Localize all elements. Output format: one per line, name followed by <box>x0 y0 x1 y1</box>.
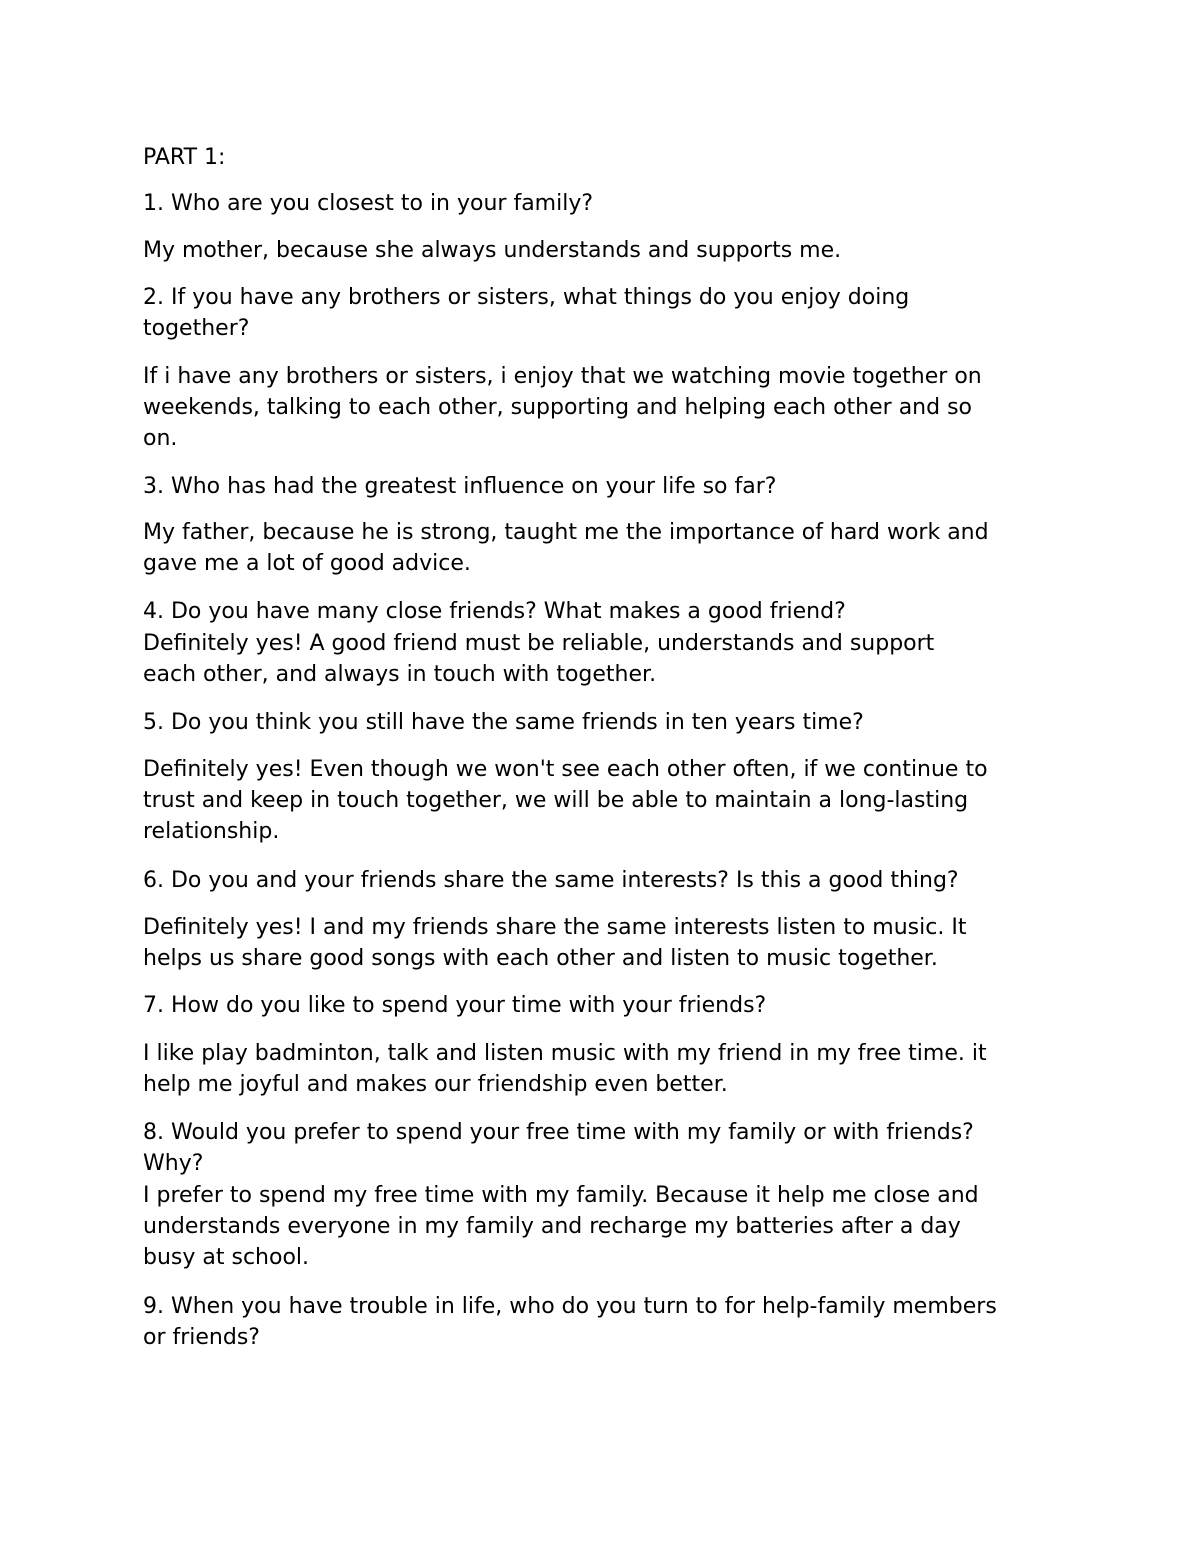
question-5: 5. Do you think you still have the same friends in ten years time? <box>143 710 864 735</box>
question-2: 2. If you have any brothers or sisters, what things do you enjoy doing together? <box>143 285 910 341</box>
question-3: 3. Who has had the greatest influence on your life so far? <box>143 474 777 499</box>
answer-7: I like play badminton, talk and listen music with my friend in my free time. it help me joyful and makes our friendship even better. <box>143 1041 987 1097</box>
answer-5: Definitely yes! Even though we won't see each other often, if we continue to trust and keep in touch together, we will be able to maintain a long-lasting relationship. <box>143 757 988 844</box>
part-heading: PART 1: <box>143 145 226 170</box>
answer-3: My father, because he is strong, taught me the importance of hard work and gave me a lot of good advice. <box>143 520 989 576</box>
answer-6: Definitely yes! I and my friends share the same interests listen to music. It helps us share good songs with each other and listen to music together. <box>143 915 967 971</box>
answer-4: Definitely yes! A good friend must be reliable, understands and support each other, and always in touch with together. <box>143 631 935 687</box>
question-7: 7. How do you like to spend your time with your friends? <box>143 993 767 1018</box>
answer-2: If i have any brothers or sisters, i enjoy that we watching movie together on weekends, talking to each other, supporting and helping each other and so on. <box>143 364 982 451</box>
answer-8: I prefer to spend my free time with my family. Because it help me close and understands everyone in my family and recharge my batteries after a day busy at school. <box>143 1183 979 1270</box>
question-6: 6. Do you and your friends share the same interests? Is this a good thing? <box>143 868 959 893</box>
question-9: 9. When you have trouble in life, who do you turn to for help-family members or friends? <box>143 1294 997 1350</box>
question-8: 8. Would you prefer to spend your free time with my family or with friends? Why? <box>143 1120 974 1176</box>
question-1: 1. Who are you closest to in your family? <box>143 191 594 216</box>
question-4: 4. Do you have many close friends? What makes a good friend? <box>143 599 846 624</box>
answer-1: My mother, because she always understands and supports me. <box>143 238 842 263</box>
